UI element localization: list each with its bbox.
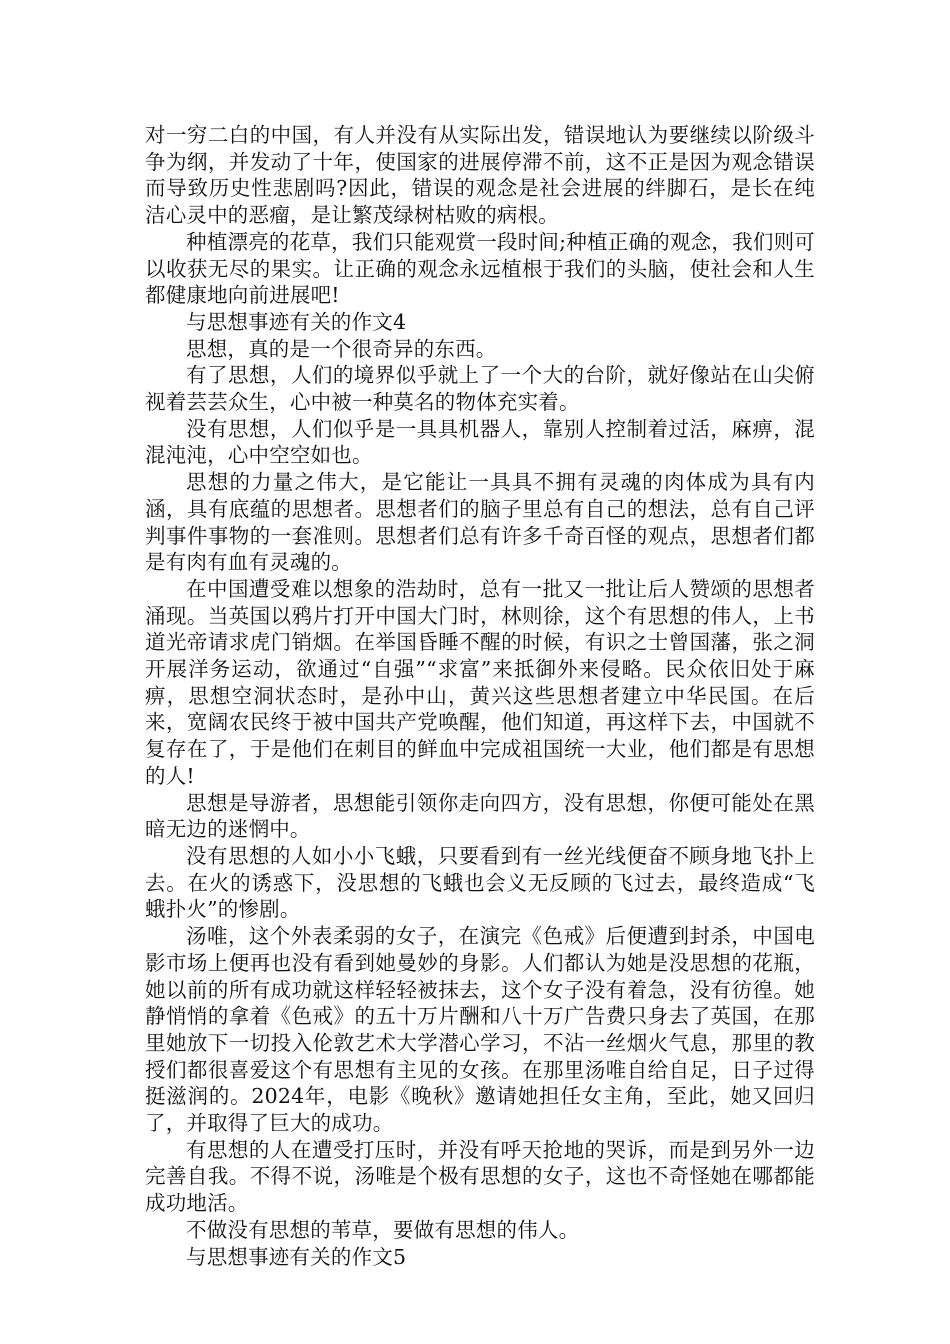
paragraph: 思想，真的是一个很奇异的东西。	[186, 336, 497, 361]
paragraph: 不做没有思想的苇草，要做有思想的伟人。	[186, 1217, 580, 1242]
paragraph: 在中国遭受难以想象的浩劫时，总有一批又一批让后人赞颂的思想者涌现。当英国以鸦片打开中国大门时，林则徐，这个有思想的伟人，上书道光帝请求虎门销烟。在举国昏睡不醒的时候，有识之士曾国藩，张之洞开展洋务运动，欲通过“自强”“求富”来抵御外来侵略。民众依旧处于麻痹，思想空洞状态时，是孙中山，黄兴这些思想者建立中华民国。在后来，宽阔农民终于被中国共产党唤醒，他们知道，再这样下去，中国就不复存在了，于是他们在刺目的鲜血中完成祖国统一大业，他们都是有思想的人!	[145, 576, 815, 788]
document-body	[145, 122, 815, 1270]
paragraph: 思想的力量之伟大，是它能让一具具不拥有灵魂的肉体成为具有内涵，具有底蕴的思想者。思想者们的脑子里总有自己的想法，总有自己评判事件事物的一套准则。思想者们总有许多千奇百怪的观点，思想者们都是有肉有血有灵魂的。	[145, 470, 815, 575]
paragraph: 汤唯，这个外表柔弱的女子，在演完《色戒》后便遭到封杀，中国电影市场上便再也没有看到她曼妙的身影。人们都认为她是没思想的花瓶，她以前的所有成功就这样轻轻被抹去，这个女子没有着急，没有彷徨。她静悄悄的拿着《色戒》的五十万片酬和八十万广告费只身去了英国，在那里她放下一切投入伦敦艺术大学潜心学习，不沾一丝烟火气息，那里的教授们都很喜爱这个有思想有主见的女孩。在那里汤唯自给自足，日子过得挺滋润的。2024年，电影《晚秋》邀请她担任女主角，至此，她又回归了，并取得了巨大的成功。	[145, 924, 815, 1136]
paragraph: 对一穷二白的中国，有人并没有从实际出发，错误地认为要继续以阶级斗争为纲，并发动了十年，使国家的进展停滞不前，这不正是因为观念错误而导致历史性悲剧吗?因此，错误的观念是社会进展的绊脚石，是长在纯洁心灵中的恶瘤，是让繁茂绿树枯败的病根。	[145, 123, 815, 228]
paragraph: 思想是导游者，思想能引领你走向四方，没有思想，你便可能处在黑暗无边的迷惘中。	[145, 790, 815, 842]
essay-title: 与思想事迹有关的作文4	[186, 309, 407, 334]
paragraph: 没有思想的人如小小飞蛾，只要看到有一丝光线便奋不顾身地飞扑上去。在火的诱惑下，没思想的飞蛾也会义无反顾的飞过去，最终造成“飞蛾扑火”的惨剧。	[145, 843, 815, 922]
paragraph: 有了思想，人们的境界似乎就上了一个大的台阶，就好像站在山尖俯视着芸芸众生，心中被一种莫名的物体充实着。	[145, 363, 815, 415]
paragraph: 有思想的人在遭受打压时，并没有呼天抢地的哭诉，而是到另外一边完善自我。不得不说，汤唯是个极有思想的女子，这也不奇怪她在哪都能成功地活。	[145, 1137, 815, 1216]
paragraph: 种植漂亮的花草，我们只能观赏一段时间;种植正确的观念，我们则可以收获无尽的果实。让正确的观念永远植根于我们的头脑，使社会和人生都健康地向前进展吧!	[145, 229, 815, 308]
essay-title: 与思想事迹有关的作文5	[186, 1244, 407, 1269]
paragraph: 没有思想，人们似乎是一具具机器人，靠别人控制着过活，麻痹，混混沌沌，心中空空如也。	[145, 416, 815, 468]
